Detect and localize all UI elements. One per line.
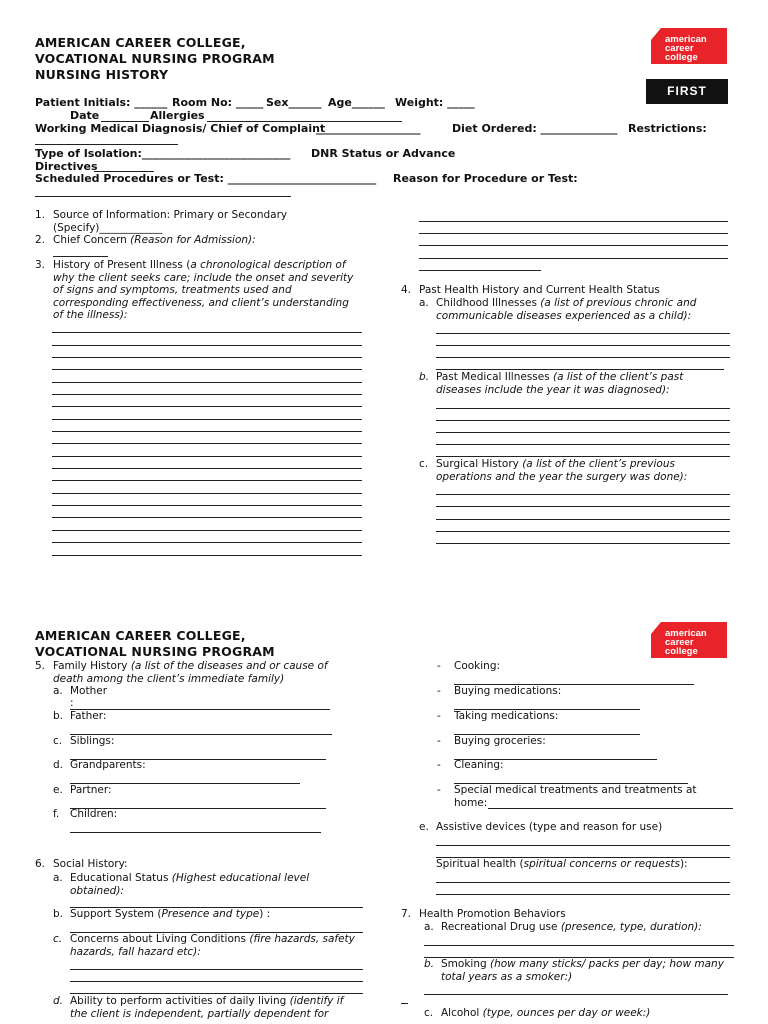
adl-home-blank[interactable] [488,808,733,809]
allergies-label: Allergies [150,109,205,122]
page-title-program: VOCATIONAL NURSING PROGRAM [35,51,275,66]
spiritual-health: Spiritual health (spiritual concerns or requests): [436,858,688,870]
patient-initials-field[interactable]: Patient Initials: ______ [35,96,168,109]
q2-number: 2. [35,234,46,246]
q4a-childhood-illnesses: Childhood Illnesses (a list of previous chronic and communicable diseases experienced as a child): [436,297,697,322]
diagnosis-field[interactable]: ___________________ [316,122,421,135]
page2-title-college: AMERICAN CAREER COLLEGE, [35,628,246,643]
q5c-siblings-label: Siblings: [70,735,115,747]
isolation-field[interactable]: Type of Isolation:___________________________ [35,147,291,160]
q4-past-health-history: Past Health History and Current Health Status [419,284,660,296]
q7a-recreational-drug-use: Recreational Drug use (presence, type, duration): [441,921,702,933]
adl-dash: - [437,660,441,672]
q6d-adl: Ability to perform activities of daily living (identify if the client is independent, partially dependent for [70,995,344,1020]
restrictions-label: Restrictions: [628,122,707,135]
q6c-number: c. [53,933,63,945]
q1-number: 1. [35,209,46,221]
room-no-field[interactable]: Room No: _____ [172,96,264,109]
q4a-number: a. [419,297,429,309]
q1-source-of-information: Source of Information: Primary or Secondary [53,209,288,221]
q4-number: 4. [401,284,412,296]
reason-label: Reason for Procedure or Test: [393,172,578,185]
q6a-number: a. [53,872,63,884]
q2-chief-concern: Chief Concern (Reason for Admission): [53,234,256,246]
q6e-assistive-devices: Assistive devices (type and reason for use) [436,821,663,833]
q5e-number: e. [53,784,63,796]
q6-number: 6. [35,858,46,870]
adl-home-label: home: [454,797,488,809]
q7-health-promotion: Health Promotion Behaviors [419,908,566,920]
q6c-living-conditions: Concerns about Living Conditions (fire hazards, safety hazards, fall hazard etc): [70,933,355,958]
adl-dash: - [437,710,441,722]
diet-ordered-field[interactable]: Diet Ordered: ______________ [452,122,618,135]
q6e-number: e. [419,821,429,833]
q5-family-history: Family History (a list of the diseases and or cause of death among the client’s immediate family) [53,660,328,685]
page-title-form: NURSING HISTORY [35,67,169,82]
q7a-blank[interactable] [424,945,734,946]
q7b-number: b. [424,958,435,970]
adl-cleaning-label: Cleaning: [454,759,504,771]
adl-groceries-label: Buying groceries: [454,735,546,747]
q7-number: 7. [401,908,412,920]
q4c-surgical-history: Surgical History (a list of the client’s previous operations and the year the surgery was done): [436,458,688,483]
q1-specify-field[interactable]: (Specify)____________ [53,222,163,234]
q3-history-present-illness: History of Present Illness (a chronological description of why the client seeks care; include the onset and severity of signs and symptoms, treatments used and corresponding effectiveness, and client’s understanding of the illness): [53,259,354,321]
sex-field[interactable]: Sex______ [266,96,322,109]
q4b-number: b. [419,371,430,383]
q5a-number: a. [53,685,63,697]
q5c-number: c. [53,735,63,747]
q7c-number: c. [424,1007,434,1019]
q5b-number: b. [53,710,64,722]
adl-buying-meds-label: Buying medications: [454,685,562,697]
page2-title-program: VOCATIONAL NURSING PROGRAM [35,644,275,659]
q7c-alcohol: Alcohol (type, ounces per day or week:) [441,1007,651,1019]
q7b-blank[interactable] [424,994,728,995]
q5b-father-label: Father: [70,710,107,722]
first-badge: FIRST [646,79,728,104]
q6a-educational-status: Educational Status (Highest educational level obtained): [70,872,310,897]
restrictions-blank[interactable] [35,144,178,145]
reason-blank[interactable] [35,196,291,197]
q5-number: 5. [35,660,46,672]
q4b-past-medical-illnesses: Past Medical Illnesses (a list of the client’s past diseases include the year it was diagnosed): [436,371,684,396]
q6b-number: b. [53,908,64,920]
dnr-label: DNR Status or Advance [311,147,456,160]
q4c-number: c. [419,458,429,470]
q5a-mother-label: Mother [70,685,108,697]
q7a-number: a. [424,921,434,933]
q7b-smoking: Smoking (how many sticks/ packs per day; how many total years as a smoker:) [441,958,724,983]
college-logo: american career college [651,28,727,64]
directives-label: Directives [35,160,98,173]
page-title-college: AMERICAN CAREER COLLEGE, [35,35,246,50]
adl-taking-meds-label: Taking medications: [454,710,559,722]
weight-field[interactable]: Weight: _____ [395,96,475,109]
adl-dash: - [437,735,441,747]
q5d-grandparents-label: Grandparents: [70,759,146,771]
q5f-children-blank[interactable] [70,832,321,833]
q5d-number: d. [53,759,64,771]
q5a-colon: : [70,697,74,709]
adl-dash: - [437,685,441,697]
diagnosis-label: Working Medical Diagnosis/ Chief of Complaint [35,122,326,135]
q5e-partner-label: Partner: [70,784,112,796]
procedures-field[interactable]: Scheduled Procedures or Test: ___________________________ [35,172,377,185]
adl-cooking-label: Cooking: [454,660,501,672]
adl-dash: - [437,759,441,771]
q5f-number: f. [53,808,60,820]
q6d-number: d. [53,995,64,1007]
q3-number: 3. [35,259,46,271]
q6-social-history: Social History: [53,858,128,870]
q6b-support-system: Support System (Presence and type) : [70,908,271,920]
date-label: Date [70,109,100,122]
adl-dash: - [437,784,441,796]
college-logo-2: american career college [651,622,727,658]
age-field[interactable]: Age______ [328,96,385,109]
adl-special-treatments-label: Special medical treatments and treatments at [454,784,697,796]
q5a-mother-blank[interactable] [70,709,330,710]
q5f-children-label: Children: [70,808,118,820]
